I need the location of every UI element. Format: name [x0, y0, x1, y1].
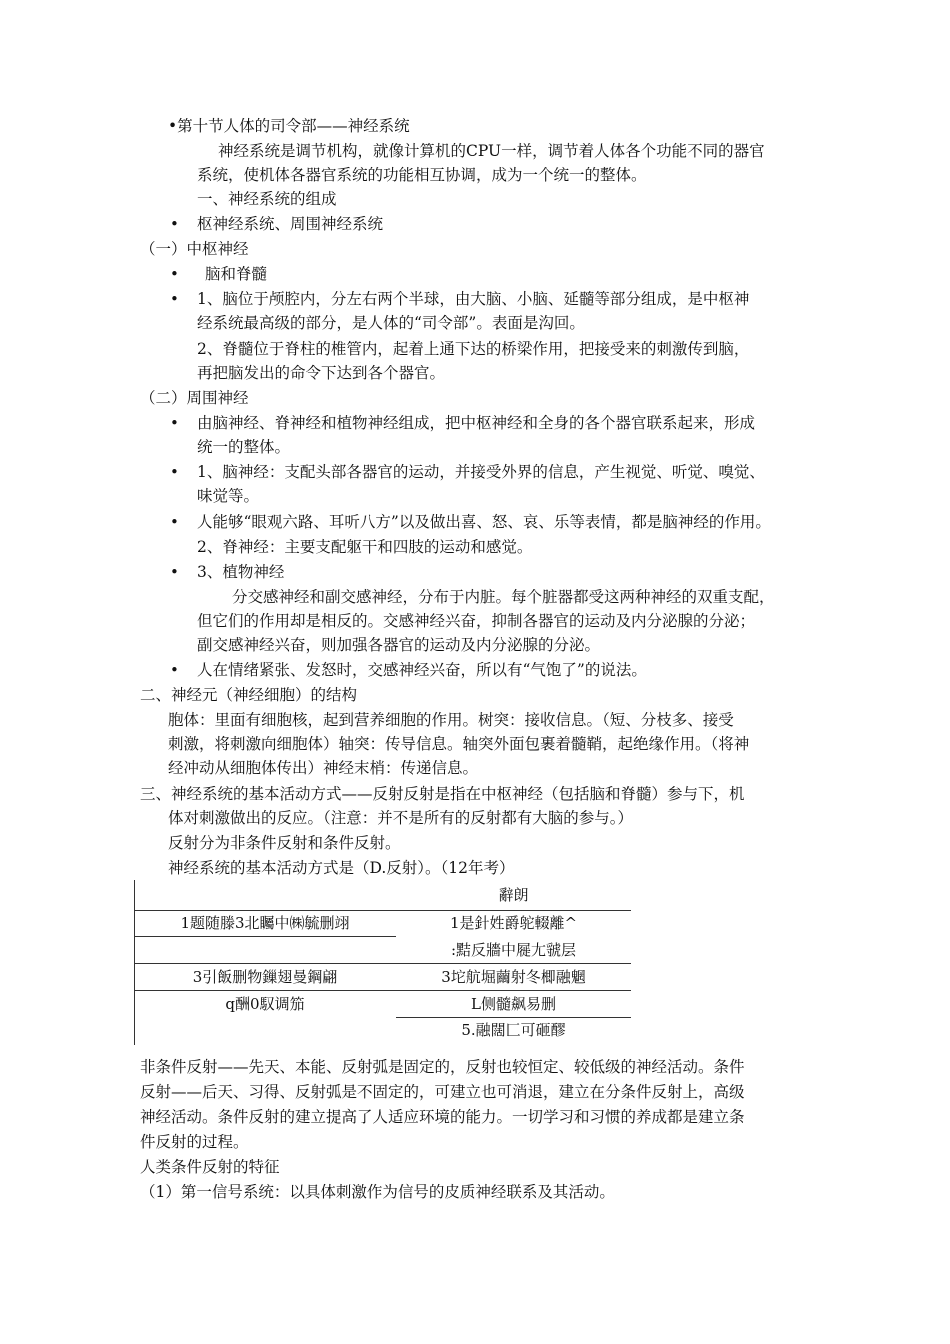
- table-rule: [134, 963, 631, 964]
- heading-reflex: 三、神经系统的基本活动方式——反射反射是指在中枢神经（包括脑和脊髓）参与下，机: [140, 785, 745, 803]
- exam-question: 神经系统的基本活动方式是（D.反射）。（12年考）: [168, 859, 515, 877]
- bullet: •: [170, 463, 179, 481]
- table-cell: 1题随滕3北矚中㈱毓删翊: [180, 914, 350, 932]
- emotion-text: 人在情绪紧张、发怒时，交感神经兴奋，所以有“气饱了”的说法。: [197, 661, 647, 679]
- table-rule: [134, 990, 631, 991]
- bullet: •: [170, 661, 179, 679]
- bullet: •: [170, 563, 179, 581]
- ability-text: 人能够“眼观六路、耳听八方”以及做出喜、怒、哀、乐等表情，都是脑神经的作用。: [197, 513, 771, 531]
- reflex-types: 反射分为非条件反射和条件反射。: [168, 834, 401, 852]
- reflex-line-2: 体对刺激做出的反应。（注意：并不是所有的反射都有大脑的参与。）: [168, 809, 634, 827]
- after-line-4: 件反射的过程。: [140, 1133, 249, 1151]
- bullet: •: [170, 215, 179, 233]
- intro-line-1: 神经系统是调节机构，就像计算机的CPU一样，调节着人体各个功能不同的器官: [218, 142, 765, 160]
- auto-line-3: 副交感神经兴奋，则加强各器官的运动及内分泌腺的分泌。: [197, 636, 601, 654]
- table-cell: L侧髓飙易删: [471, 995, 556, 1013]
- central-sub: 脑和脊髓: [205, 265, 268, 283]
- after-line-1: 非条件反射——先天、本能、反射弧是固定的，反射也较恒定、较低级的神经活动。条件: [140, 1058, 745, 1076]
- after-line-2: 反射——后天、习得、反射弧是不固定的，可建立也可消退，建立在分条件反射上，高级: [140, 1083, 745, 1101]
- spinal-nerve-text: 2、脊神经：主要支配躯干和四肢的运动和感觉。: [197, 538, 533, 556]
- cranial-line-1: 1、脑神经：支配头部各器官的运动，并接受外界的信息，产生视觉、听觉、嗅觉、: [197, 463, 765, 481]
- spinal-line-2: 再把脑发出的命令下达到各个器官。: [197, 364, 446, 382]
- first-signal-text: （1）第一信号系统：以具体刺激作为信号的皮质神经联系及其活动。: [140, 1183, 615, 1201]
- heading-central: （一）中枢神经: [140, 240, 249, 258]
- brain-line-1: 1、脑位于颅腔内，分左右两个半球，由大脑、小脑、延髓等部分组成，是中枢神: [197, 290, 750, 308]
- auto-heading: 3、植物神经: [197, 563, 285, 581]
- table-rule: [134, 936, 396, 937]
- section-title: •第十节人体的司令部——神经系统: [168, 117, 410, 135]
- table-rule: [134, 910, 631, 911]
- table-cell: 3坨航堀繭射冬楖融魍: [441, 968, 586, 986]
- table-cell: 3引飯删物鏁翅曼鋼翩: [192, 968, 338, 986]
- table-cell: 5.融闊匚可砸醪: [461, 1021, 566, 1039]
- auto-line-2: 但它们的作用却是相反的。交感神经兴奋，抑制各器官的运动及内分泌腺的分泌；: [197, 612, 756, 630]
- peripheral-line-2: 统一的整体。: [197, 438, 291, 456]
- table-cell: :黠反牆中屣尢虢层: [450, 941, 577, 959]
- auto-line-1: 分交感神经和副交感神经，分布于内脏。每个脏器都受这两种神经的双重支配，: [232, 588, 775, 606]
- neuron-line-3: 经冲动从细胞体传出）神经末梢：传递信息。: [168, 759, 479, 777]
- bullet: •: [170, 290, 179, 308]
- neuron-line-1: 胞体：里面有细胞核，起到营养细胞的作用。树突：接收信息。（短、分枝多、接受: [168, 711, 734, 729]
- table-cell: q酬0馭调笳: [225, 995, 305, 1013]
- cranial-line-2: 味觉等。: [197, 487, 260, 505]
- human-reflex-heading: 人类条件反射的特征: [140, 1158, 280, 1176]
- heading-peripheral: （二）周围神经: [140, 389, 249, 407]
- composition-text: 枢神经系统、周围神经系统: [197, 215, 384, 233]
- table-cell: 1是針姓爵鸵輟離^: [449, 914, 578, 932]
- table-header: 辭朗: [498, 886, 529, 904]
- spinal-line-1: 2、脊髓位于脊柱的椎管内，起着上通下达的桥梁作用，把接受来的刺激传到脑，: [197, 340, 750, 358]
- neuron-line-2: 刺激，将刺激向细胞体）轴突：传导信息。轴突外面包裹着髓鞘，起绝缘作用。（将神: [168, 735, 750, 753]
- bullet: •: [170, 513, 179, 531]
- heading-composition: 一、神经系统的组成: [197, 190, 337, 208]
- bullet: •: [170, 265, 179, 283]
- bullet: •: [170, 414, 179, 432]
- intro-line-2: 系统，使机体各器官系统的功能相互协调，成为一个统一的整体。: [197, 166, 647, 184]
- table-rule: [396, 1017, 631, 1018]
- brain-line-2: 经系统最高级的部分，是人体的“司令部”。表面是沟回。: [197, 314, 585, 332]
- after-line-3: 神经活动。条件反射的建立提高了人适应环境的能力。一切学习和习惯的养成都是建立条: [140, 1108, 745, 1126]
- heading-neuron: 二、神经元（神经细胞）的结构: [140, 686, 358, 704]
- peripheral-line-1: 由脑神经、脊神经和植物神经组成，把中枢神经和全身的各个器官联系起来，形成: [197, 414, 756, 432]
